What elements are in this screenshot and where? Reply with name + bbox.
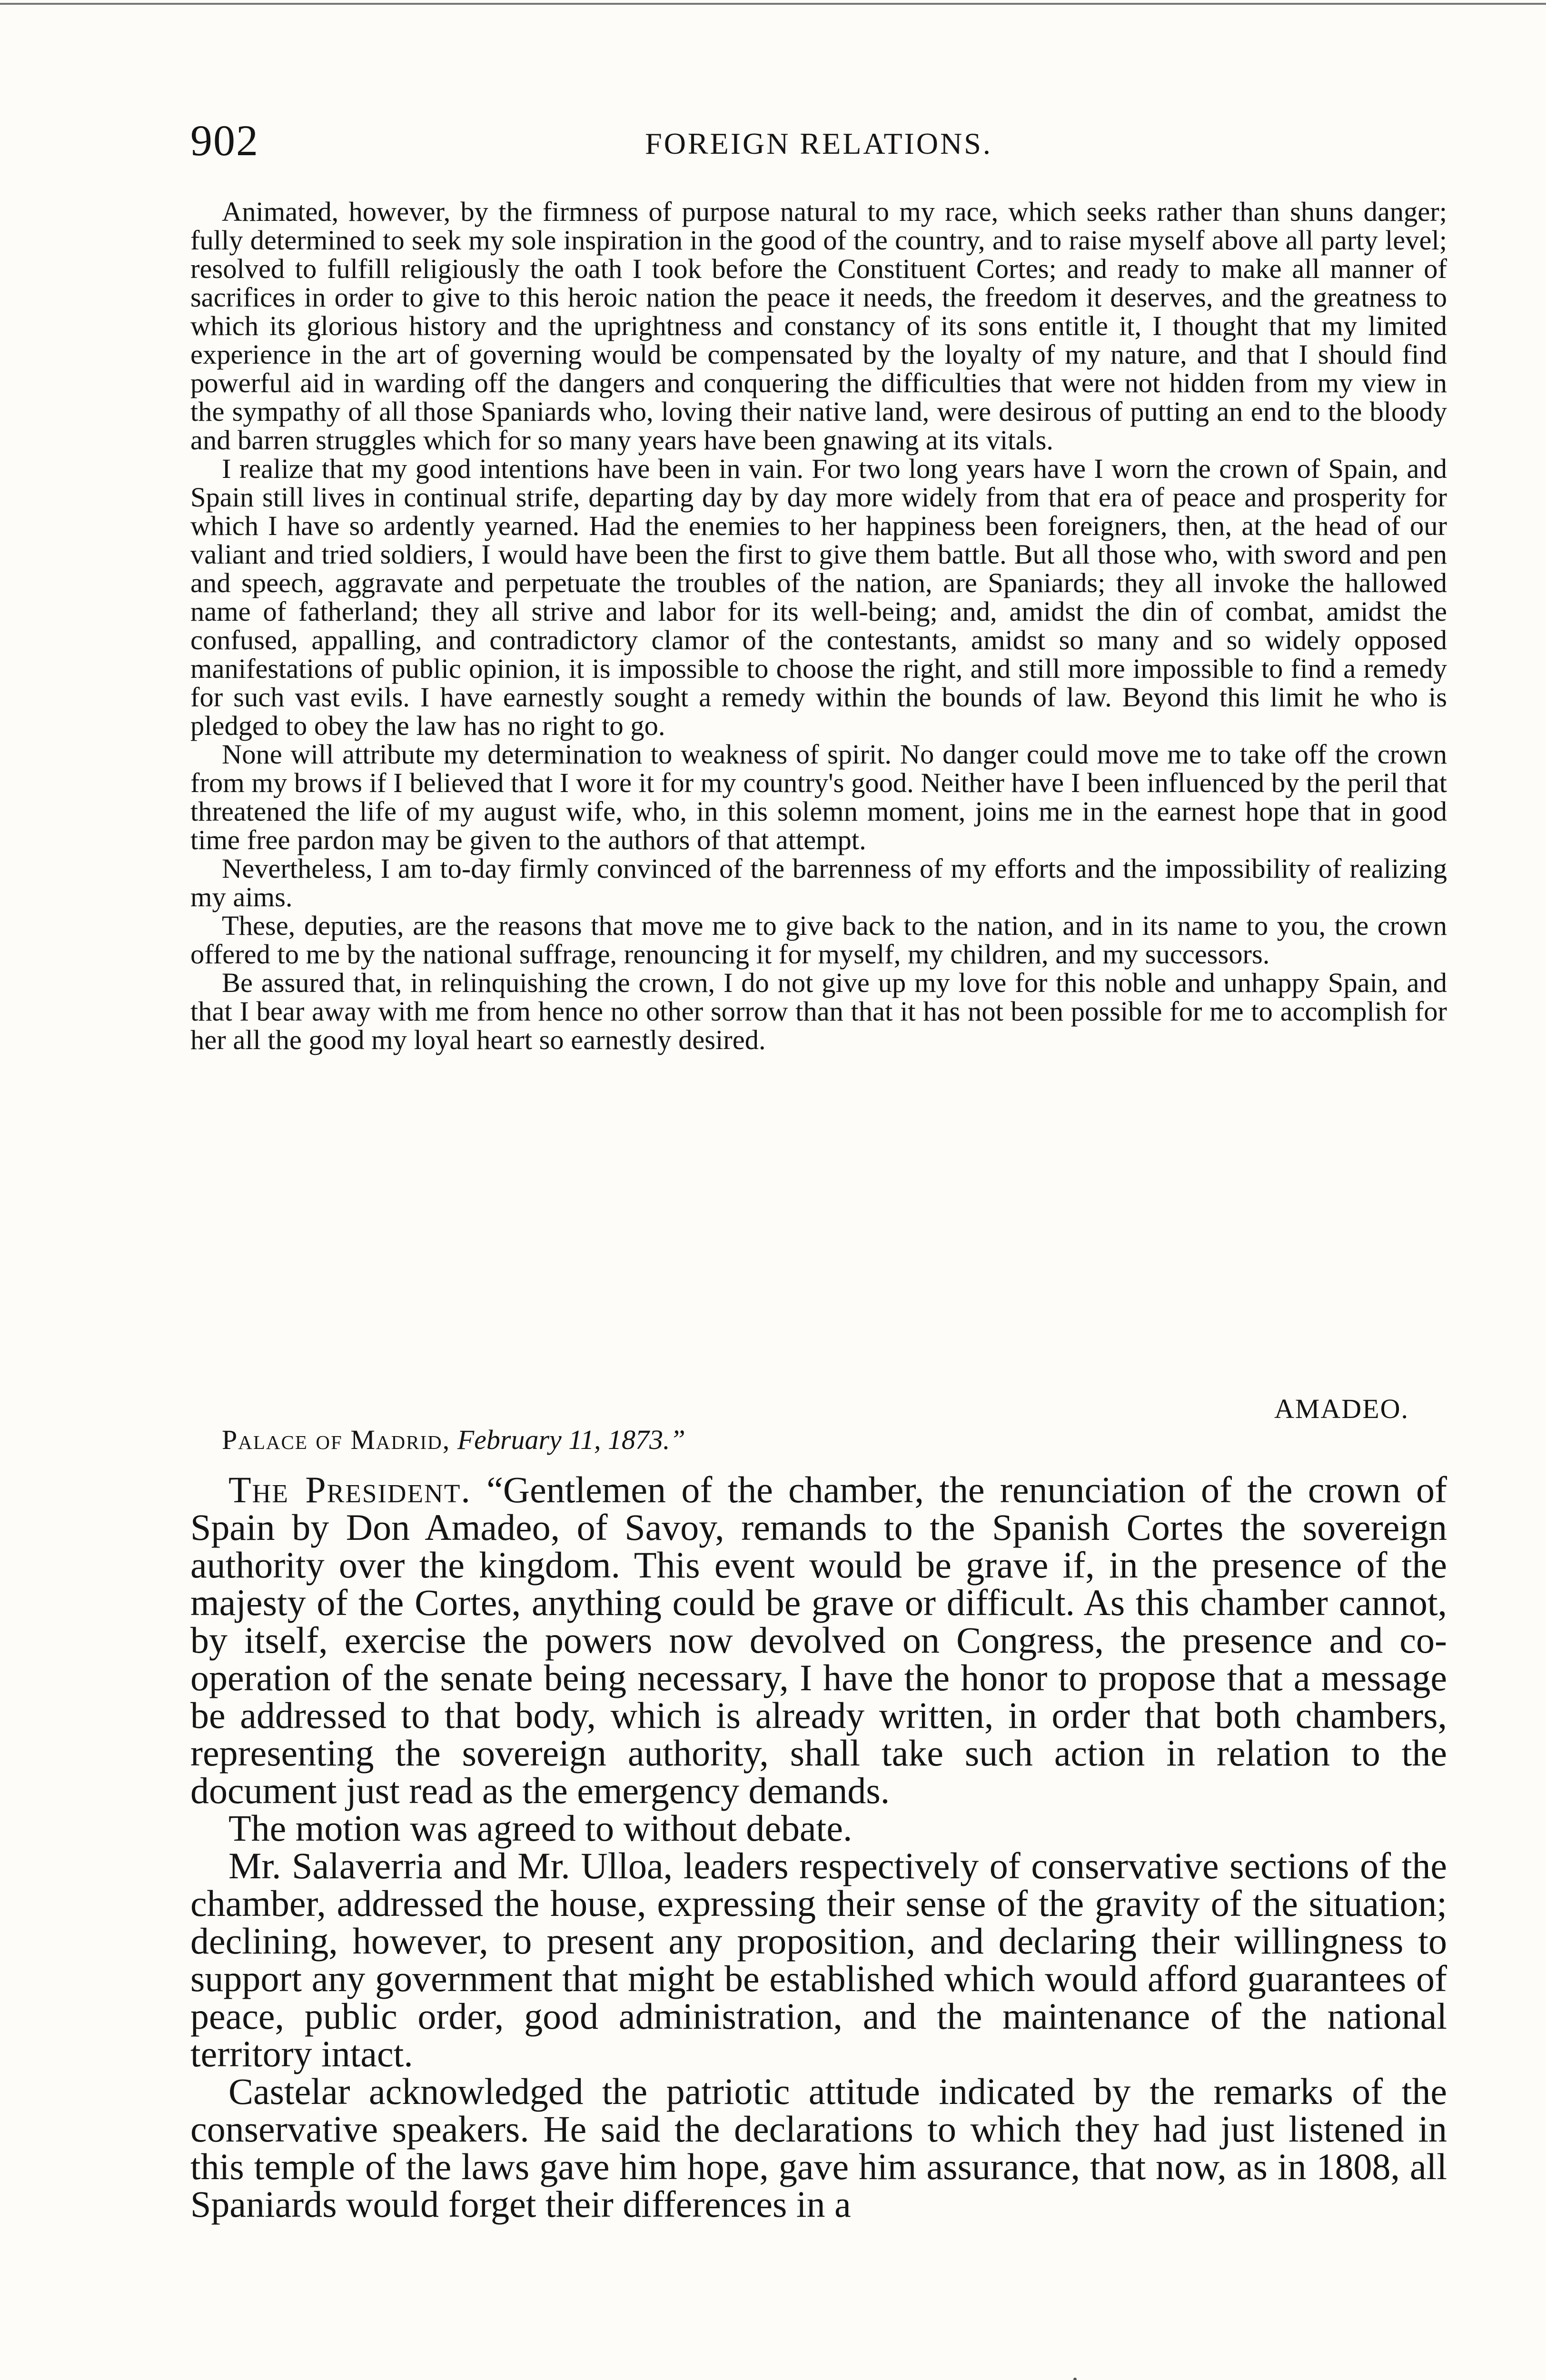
dateline-place: Palace of Madrid, (222, 1424, 451, 1455)
main-text (190, 1471, 1447, 2223)
top-border-rule (0, 3, 1546, 5)
letter-paragraph: Nevertheless, I am to-day firmly convinced of the barrenness of my efforts and the impossibility of realizing my aims. (190, 853, 1447, 912)
letter-paragraph: Be assured that, in relinquishing the crown, I do not give up my love for this noble and unhappy Spain, and that I bear away with me from hence no other sorrow than that it has not been possible for me to accomplish for her all the good my loyal heart so earnestly desired. (190, 967, 1447, 1055)
body-paragraph: The motion was agreed to without debate. (228, 1807, 852, 1849)
page-speck (1073, 2378, 1077, 2380)
letter-signature: AMADEO. (1274, 1393, 1409, 1424)
president-speech: “Gentlemen of the chamber, the renunciation of the crown of Spain by Don Amadeo, of Savoy, remands to the Spanish Cortes the sovereign authority over the kingdom. This event would be grave if, in the presence of the majesty of the Cortes, anything could be grave or difficult. As this chamber cannot, by itself, exercise the powers now devolved on Congress, the presence and co-operation of the senate being necessary, I have the honor to propose that a message be addressed to that body, which is already written, in order that both chambers, representing the sovereign authority, shall take such action in relation to the document just read as the emergency demands. (190, 1469, 1447, 1811)
letter-text (190, 198, 1447, 1054)
letter-paragraph: These, deputies, are the reasons that move me to give back to the nation, and in its name to you, the crown offered to me by the national suffrage, renouncing it for myself, my children, and my successors. (190, 910, 1447, 970)
body-paragraph: Castelar acknowledged the patriotic attitude indicated by the remarks of the conservative speakers. He said the declarations to which they had just listened in this temple of the laws gave him hope, gave him assurance, that now, as in 1808, all Spaniards would forget their differences in a (190, 2071, 1447, 2225)
page-number: 902 (190, 116, 259, 165)
letter-paragraph: Animated, however, by the firmness of purpose natural to my race, which seeks rather than shuns danger; fully determined to seek my sole inspiration in the good of the country, and to raise myself above all party level; resolved to fulfill religiously the oath I took before the Constituent Cortes; and ready to make all manner of sacrifices in order to give to this heroic nation the peace it needs, the freedom it deserves, and the greatness to which its glorious history and the uprightness and constancy of its sons entitle it, I thought that my limited experience in the art of governing would be compensated by the loyalty of my nature, and that I should find powerful aid in warding off the dangers and conquering the difficulties that were not hidden from my view in the sympathy of all those Spaniards who, loving their native land, were desirous of putting an end to the bloody and barren struggles which for so many years have been gnawing at its vitals. (190, 196, 1447, 456)
letter-paragraph: I realize that my good intentions have been in vain. For two long years have I worn the crown of Spain, and Spain still lives in continual strife, departing day by day more widely from that era of peace and prosperity for which I have so ardently yearned. Had the enemies to her happiness been foreigners, then, at the head of our valiant and tried soldiers, I would have been the first to give them battle. But all those who, with sword and pen and speech, aggravate and perpetuate the troubles of the nation, are Spaniards; they all invoke the hallowed name of fatherland; they all strive and labor for its well-being; and, amidst the din of combat, amidst the confused, appalling, and contradictory clamor of the contestants, amidst so many and so widely opposed manifestations of public opinion, it is impossible to choose the right, and still more impossible to find a remedy for such vast evils. I have earnestly sought a remedy within the bounds of law. Beyond this limit he who is pledged to obey the law has no right to go. (190, 453, 1447, 741)
dateline-date: February 11, 1873.” (457, 1424, 685, 1455)
body-paragraph: Mr. Salaverria and Mr. Ulloa, leaders respectively of conservative sections of the chamber, addressed the house, expressing their sense of the gravity of the situation; declining, however, to present any proposition, and declaring their willingness to support any government that might be established which would afford guarantees of peace, public order, good administration, and the maintenance of the national territory intact. (190, 1845, 1447, 2074)
speaker-label: The President. (228, 1469, 471, 1510)
page-header (190, 114, 1447, 167)
president-paragraph (190, 1471, 1447, 1809)
letter-paragraph: None will attribute my determination to weakness of spirit. No danger could move me to take off the crown from my brows if I believed that I wore it for my country's good. Neither have I been influenced by the peril that threatened the life of my august wife, who, in this solemn moment, joins me in the earnest hope that in good time free pardon may be given to the authors of that attempt. (190, 739, 1447, 855)
letter-dateline (222, 1426, 685, 1454)
running-head: FOREIGN RELATIONS. (645, 127, 992, 160)
